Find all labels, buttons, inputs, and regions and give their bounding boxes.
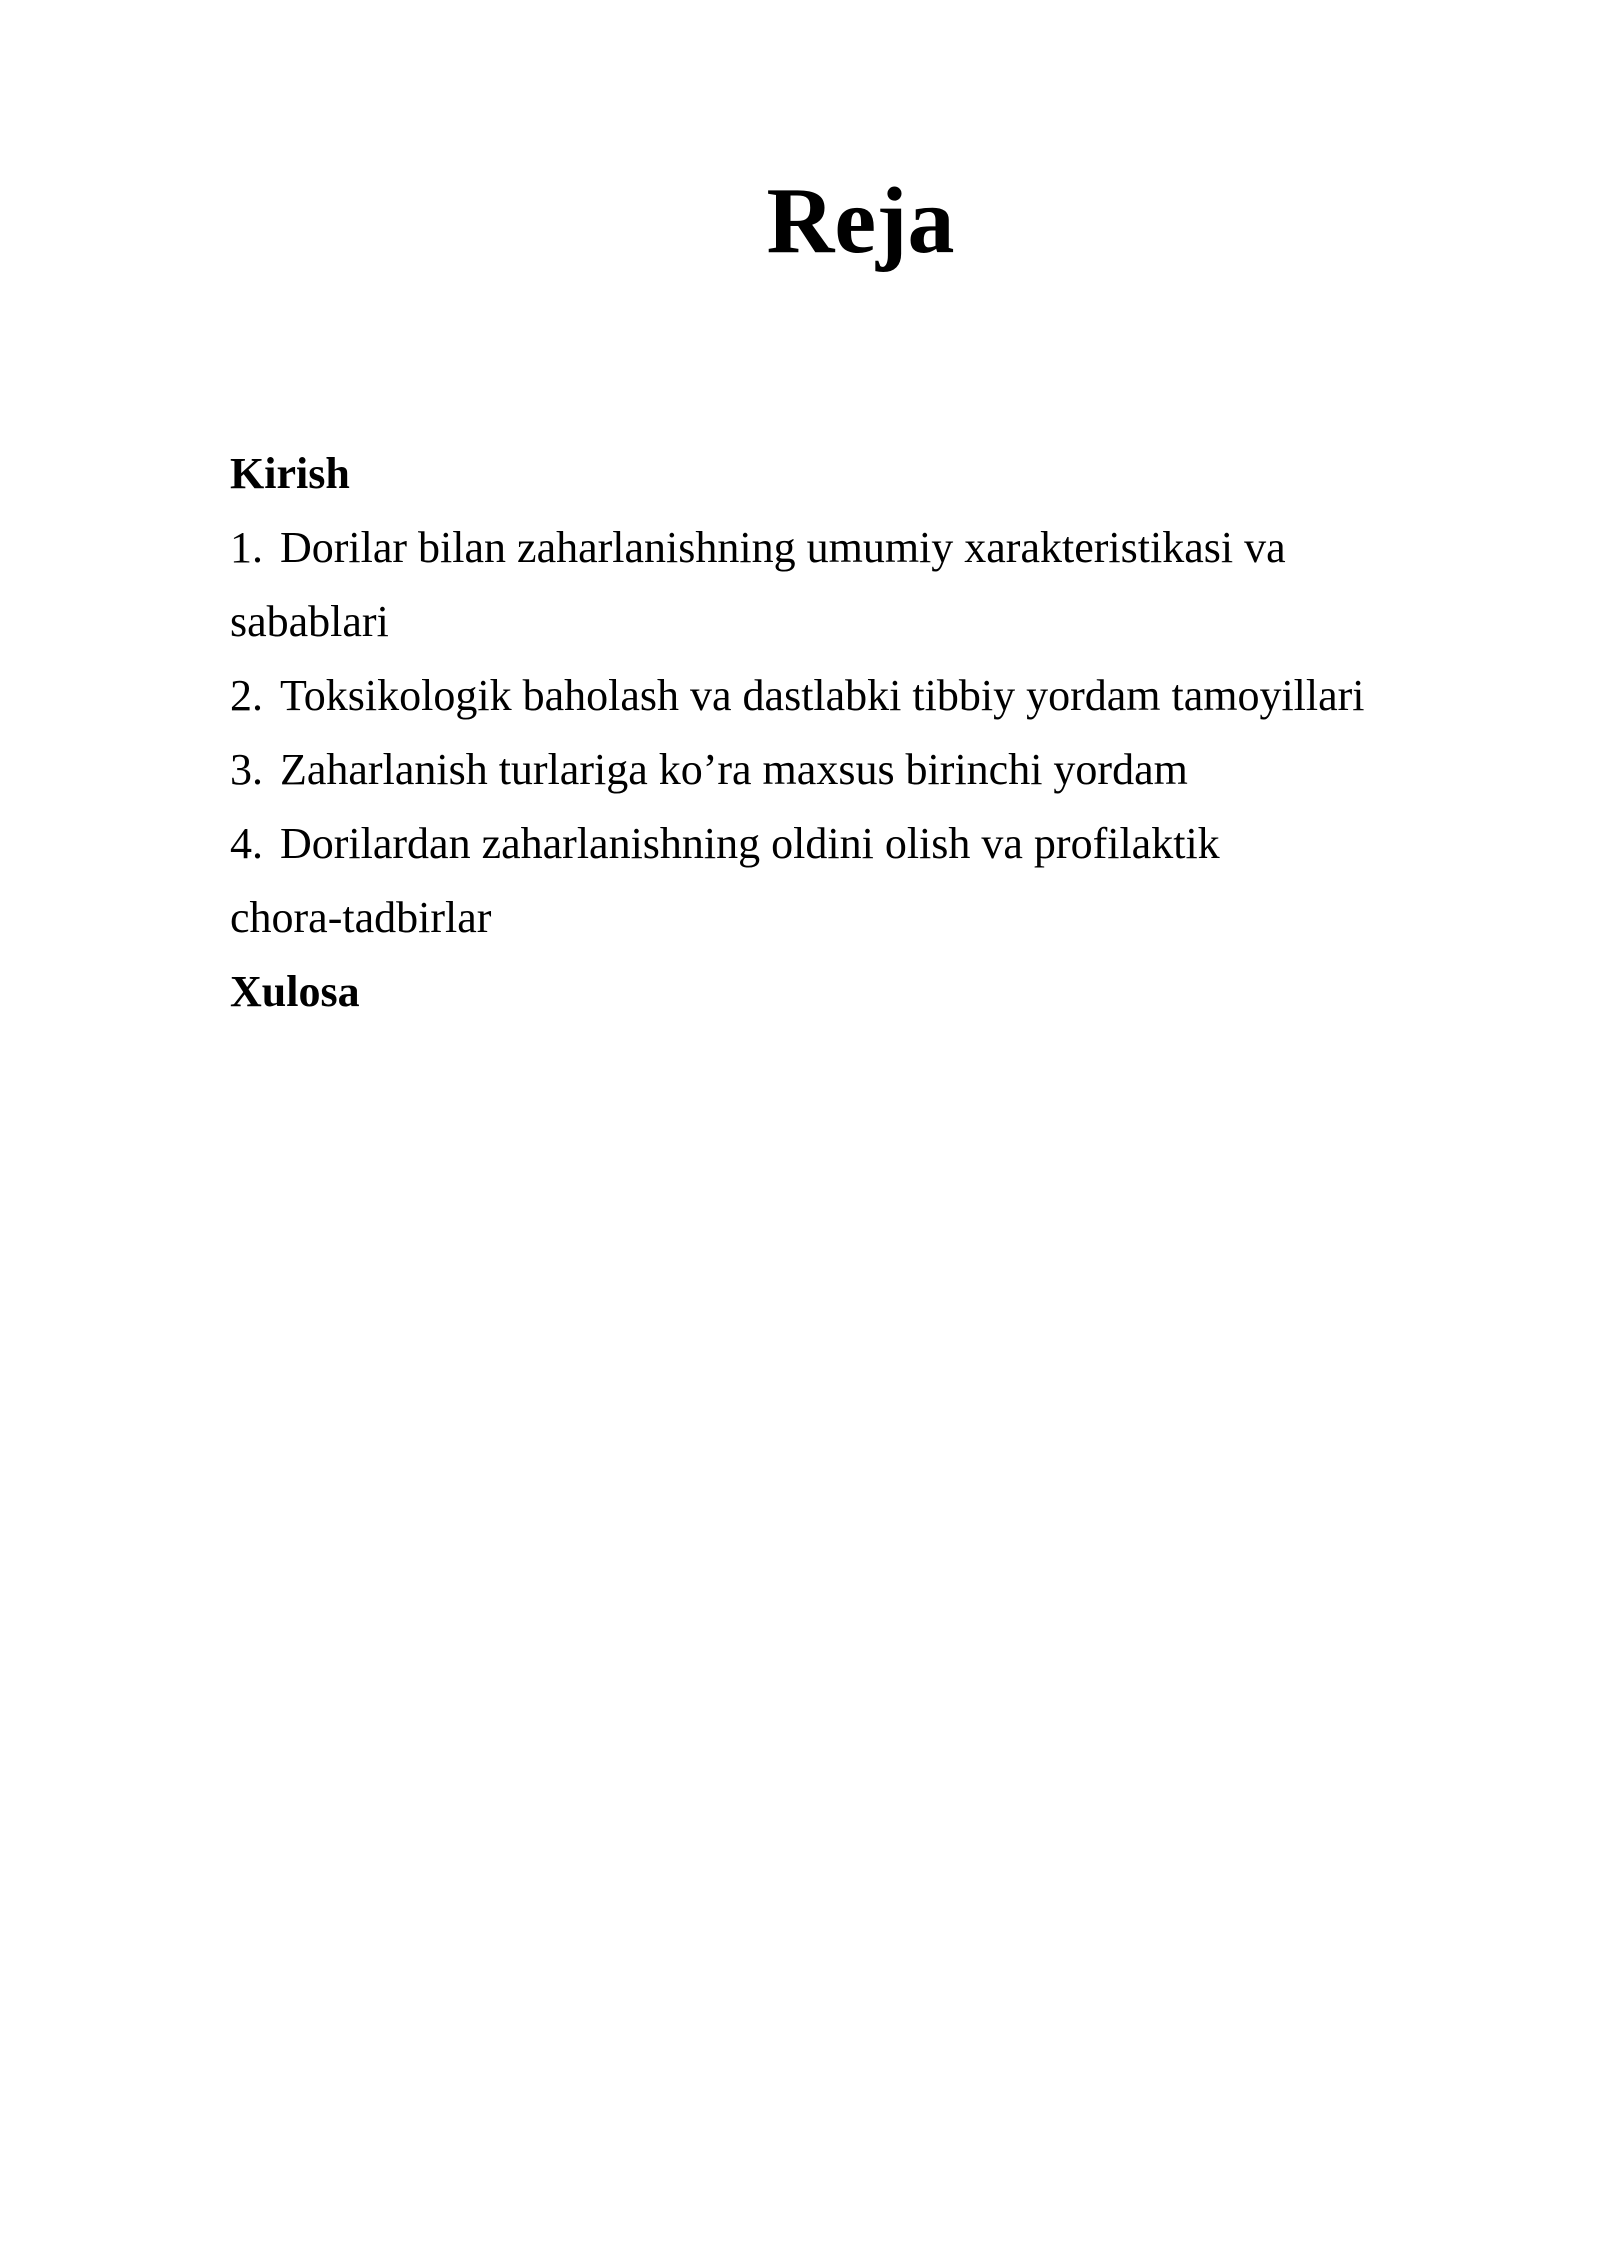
list-item	[230, 659, 1430, 733]
item-number: 1.	[230, 523, 263, 572]
page-title: Reja	[766, 169, 955, 273]
item-text: Dorilardan zaharlanishning oldini olish va profilaktik	[280, 819, 1220, 868]
list-item-continuation: sabablari	[230, 597, 389, 646]
item-number: 3.	[230, 745, 263, 794]
plan-list	[230, 437, 1430, 1029]
item-number: 4.	[230, 819, 263, 868]
conclusion-heading: Xulosa	[230, 967, 360, 1016]
item-text: Dorilar bilan zaharlanishning umumiy xarakteristikasi va	[280, 523, 1286, 572]
list-item-continuation: chora-tadbirlar	[230, 893, 492, 942]
item-number: 2.	[230, 671, 263, 720]
item-text: Toksikologik baholash va dastlabki tibbiy yordam tamoyillari	[280, 671, 1365, 720]
list-item	[230, 733, 1430, 807]
intro-heading: Kirish	[230, 449, 350, 498]
list-item	[230, 807, 1430, 881]
list-item	[230, 511, 1430, 585]
item-text: Zaharlanish turlariga ko’ra maxsus birinchi yordam	[280, 745, 1188, 794]
